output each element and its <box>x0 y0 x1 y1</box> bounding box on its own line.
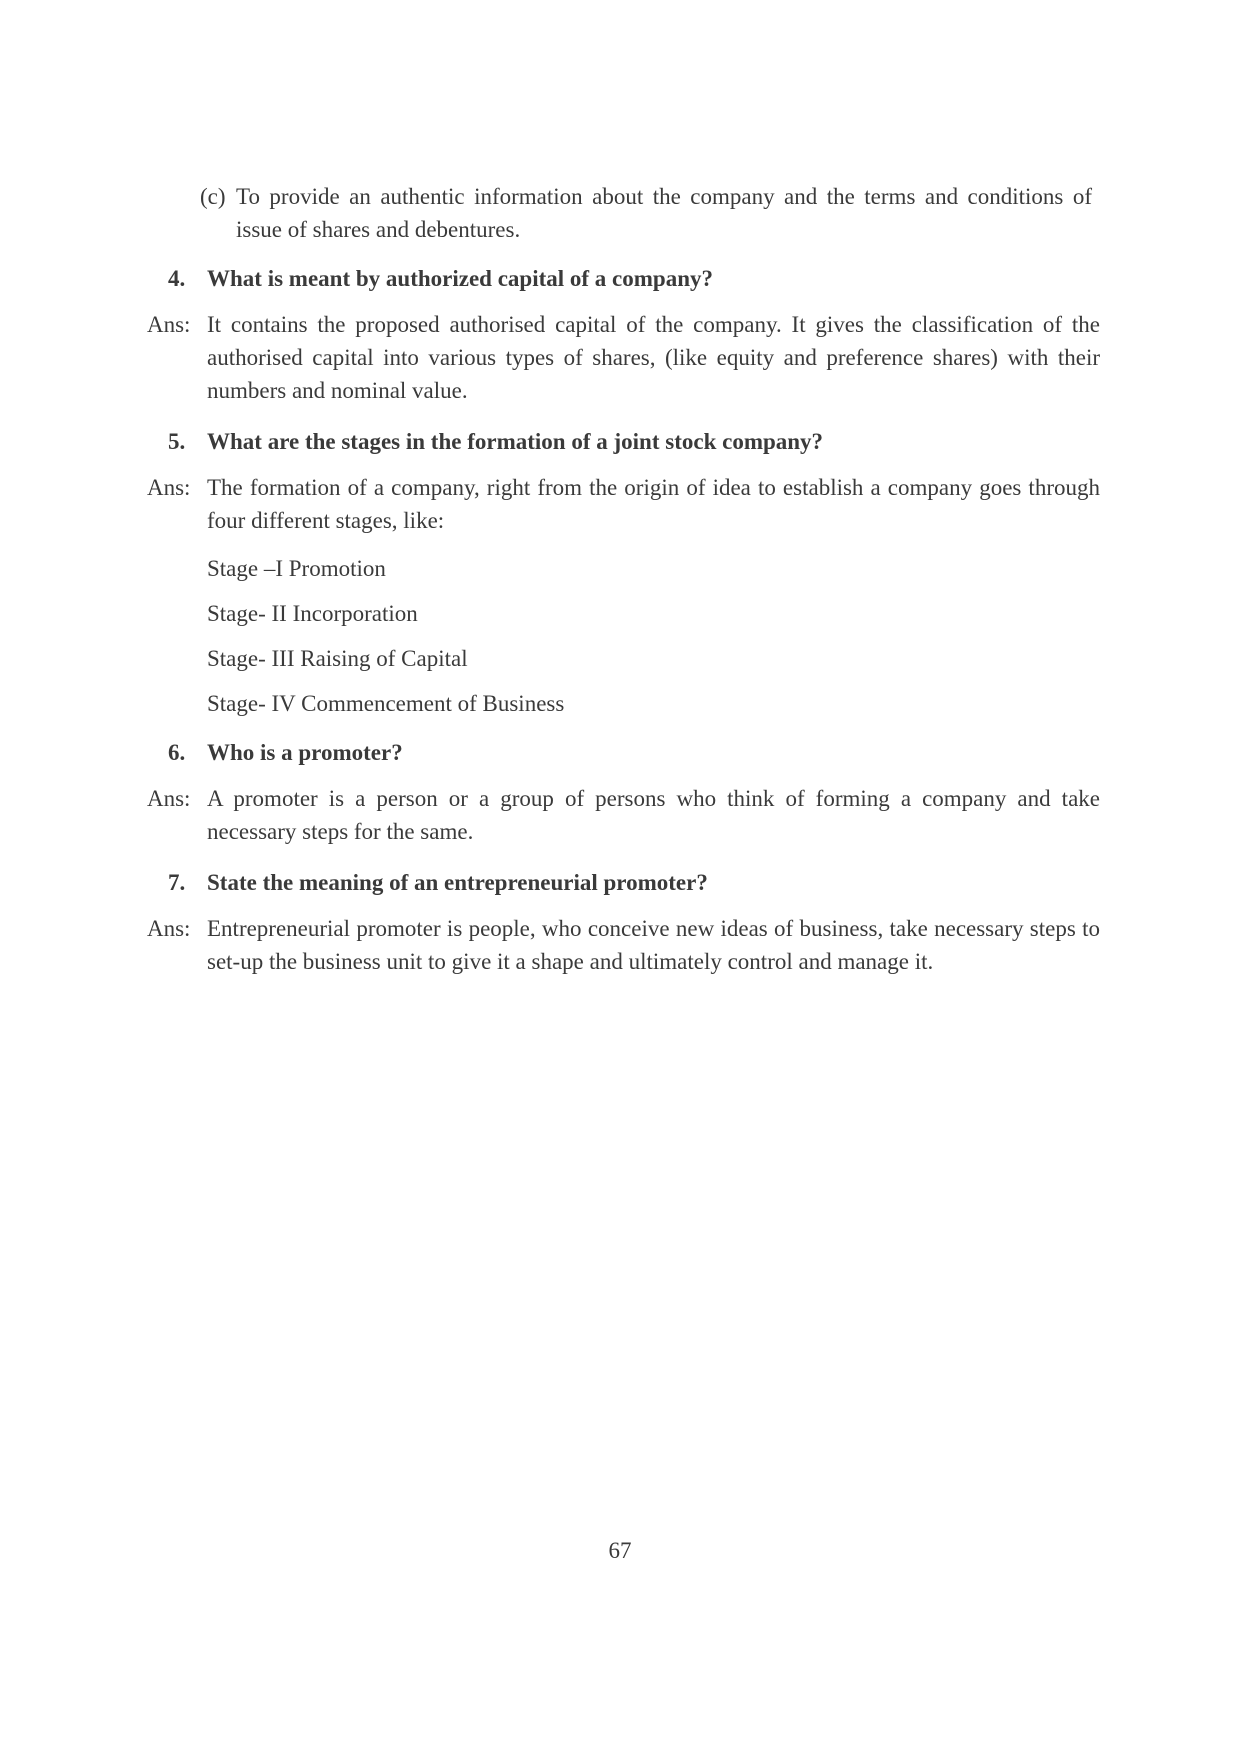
stage-item: Stage- III Raising of Capital <box>207 646 468 671</box>
question-text: State the meaning of an entrepreneurial promoter? <box>207 870 708 895</box>
answer-label: Ans: <box>147 475 191 500</box>
stage-item: Stage- II Incorporation <box>207 601 418 626</box>
answer-text: The formation of a company, right from the origin of idea to establish a company goes through four different stages, like: <box>207 475 1100 533</box>
list-item-text: To provide an authentic information about the company and the terms and conditions of issue of shares and debentures. <box>236 184 1092 242</box>
answer-text: Entrepreneurial promoter is people, who conceive new ideas of business, take necessary steps to set-up the business unit to give it a shape and ultimately control and manage it. <box>207 916 1100 974</box>
question-number: 6. <box>168 740 186 765</box>
answer-label: Ans: <box>147 786 191 811</box>
list-item-label: (c) <box>200 184 226 209</box>
question-text: What are the stages in the formation of a joint stock company? <box>207 429 824 454</box>
page-number: 67 <box>608 1538 632 1563</box>
question-number: 7. <box>168 870 186 895</box>
question-text: What is meant by authorized capital of a company? <box>207 266 713 291</box>
answer-label: Ans: <box>147 916 191 941</box>
answer-text: A promoter is a person or a group of persons who think of forming a company and take necessary steps for the same. <box>207 786 1100 844</box>
answer-label: Ans: <box>147 312 191 337</box>
question-number: 4. <box>168 266 186 291</box>
answer-text: It contains the proposed authorised capital of the company. It gives the classification of the authorised capital into various types of shares, (like equity and preference shares) with their numbers and nominal value. <box>207 312 1100 403</box>
stage-item: Stage –I Promotion <box>207 556 386 581</box>
stage-item: Stage- IV Commencement of Business <box>207 691 565 716</box>
question-text: Who is a promoter? <box>207 740 403 765</box>
question-number: 5. <box>168 429 186 454</box>
